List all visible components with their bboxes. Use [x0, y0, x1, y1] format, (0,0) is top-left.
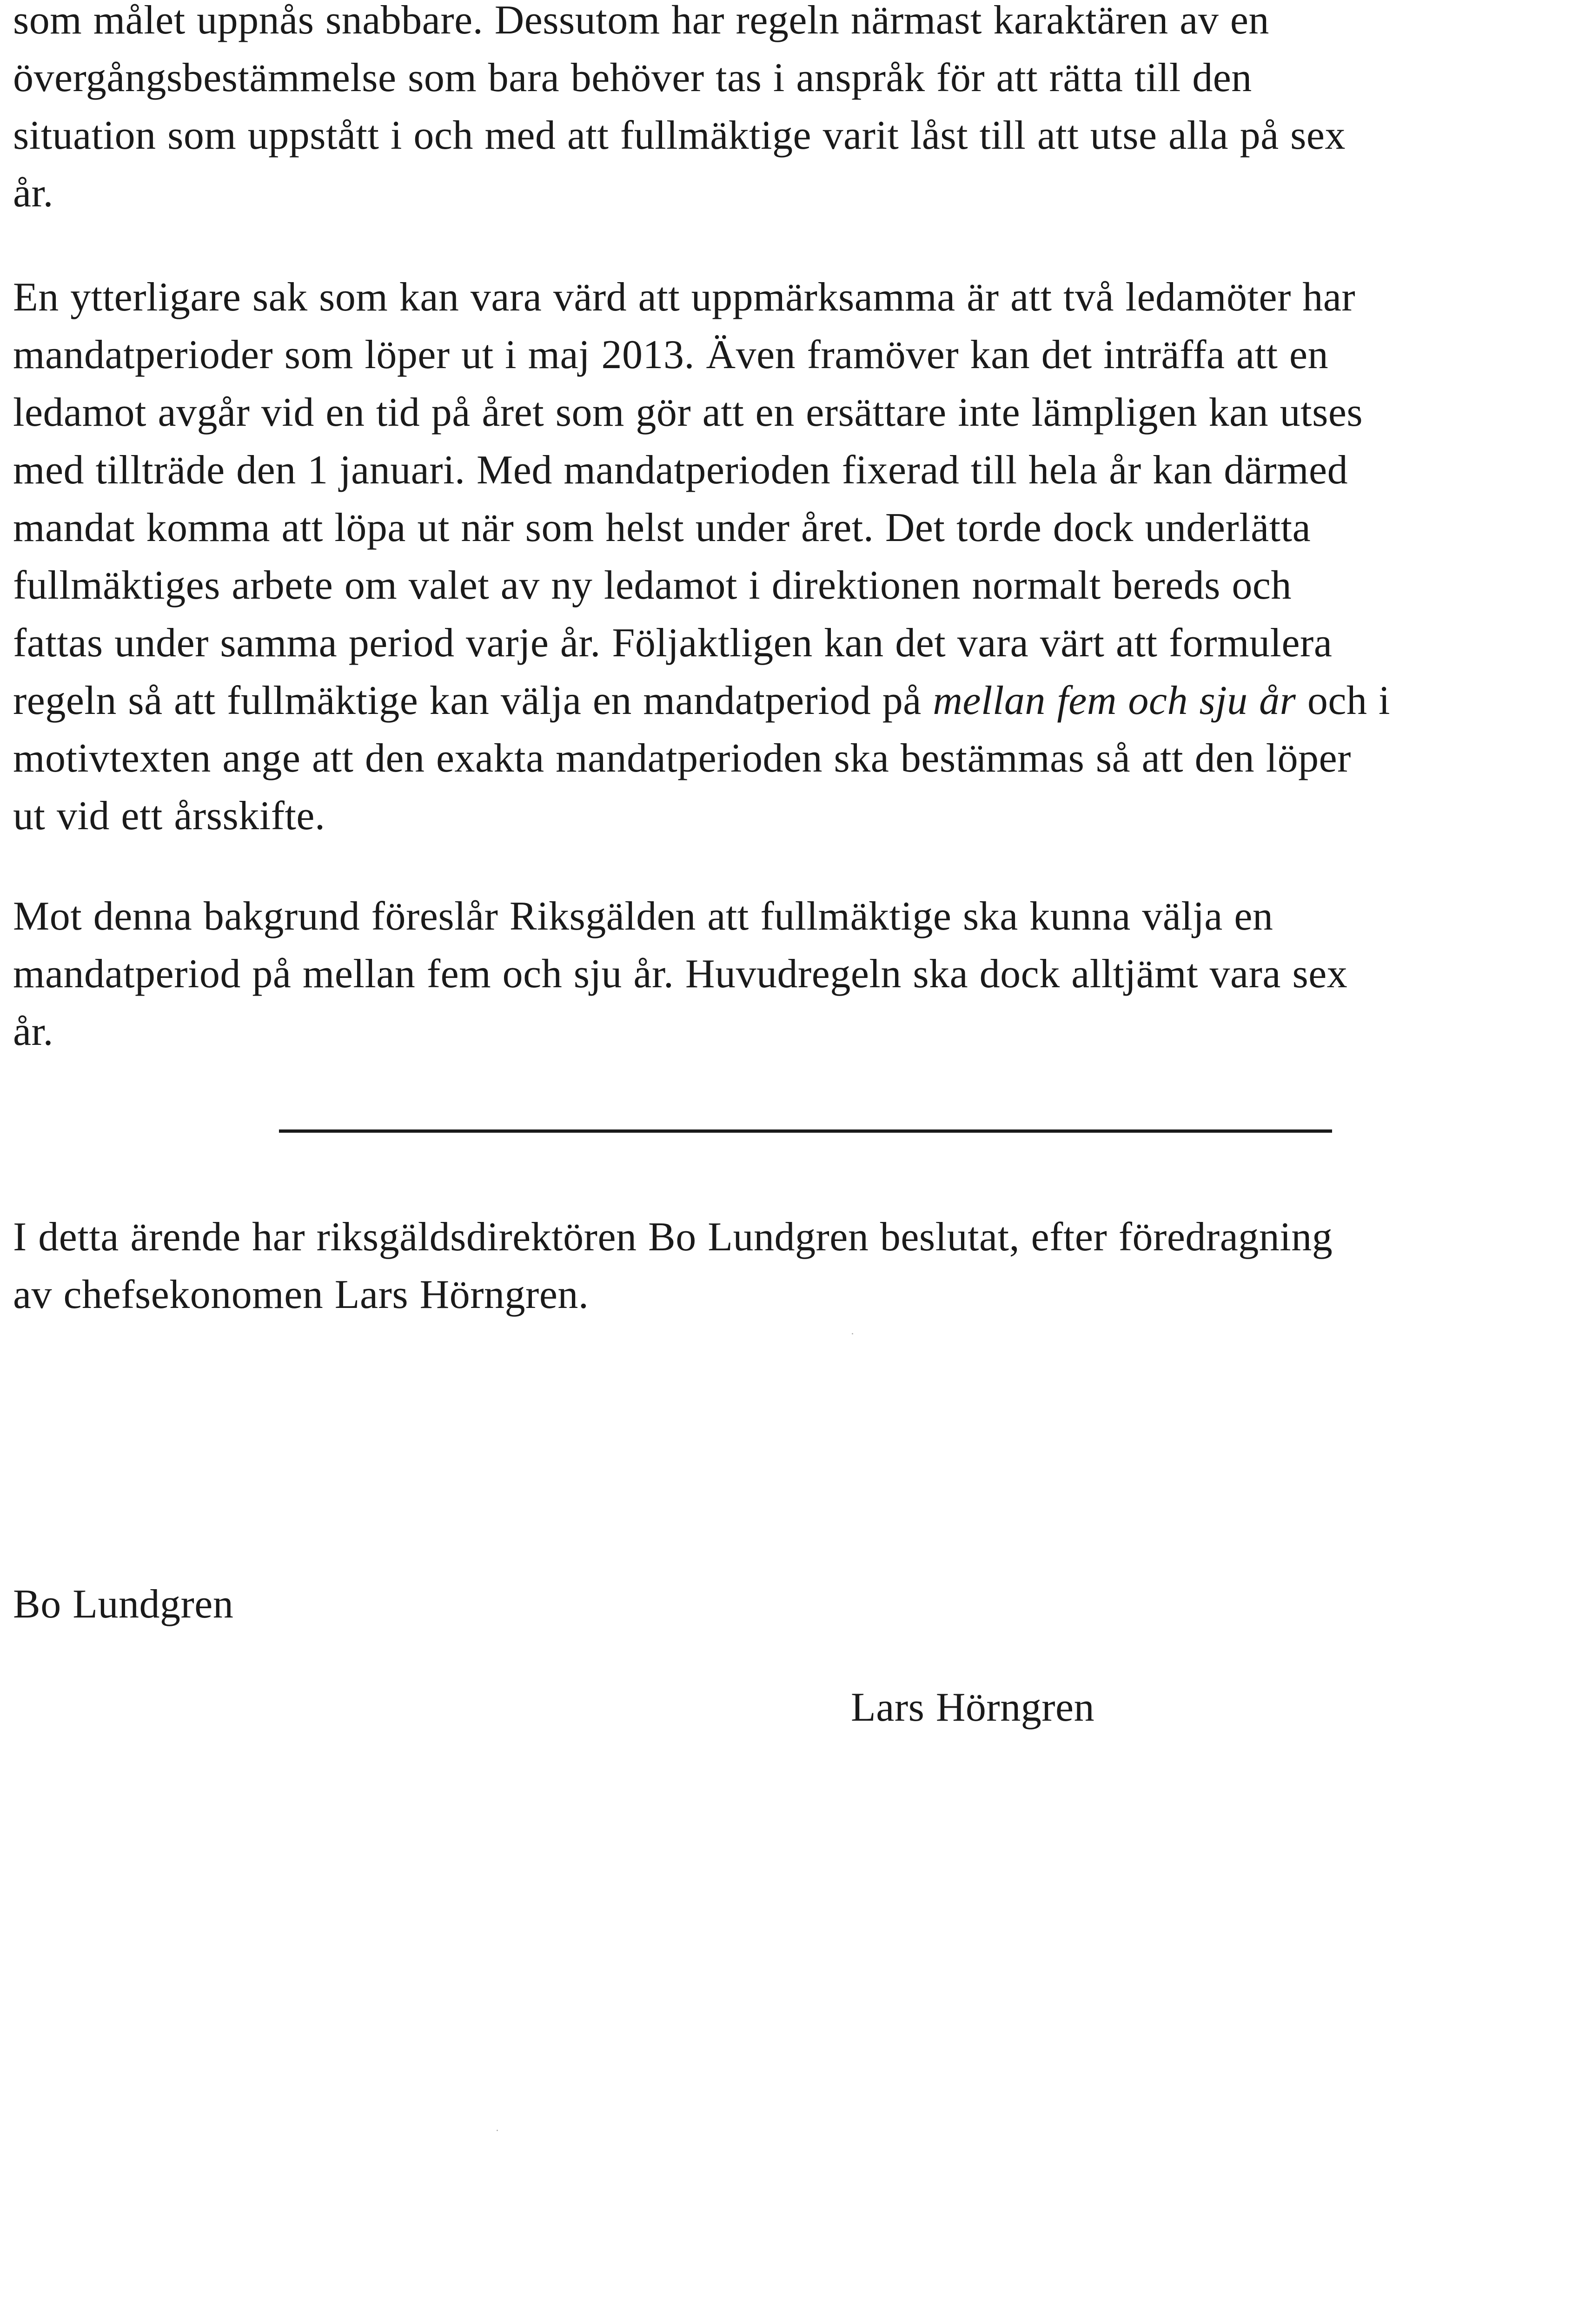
text-line: mandat komma att löpa ut när som helst under året. Det torde dock underlätta [13, 505, 1311, 550]
text-line: mandatperiod på mellan fem och sju år. Huvudregeln ska dock alltjämt vara sex [13, 951, 1348, 997]
scan-speck [497, 2130, 498, 2131]
text-line: I detta ärende har riksgäldsdirektören Bo Lundgren beslutat, efter föredragning [13, 1215, 1333, 1260]
paragraph-continuation [13, 0, 1575, 222]
text-line: motivtexten ange att den exakta mandatperioden ska bestämmas så att den löper [13, 736, 1351, 781]
signature-text: Lars Hörngren [851, 1685, 1095, 1730]
text-line: mandatperioder som löper ut i maj 2013. Även framöver kan det inträffa att en [13, 332, 1329, 377]
paragraph-decision [13, 1208, 1575, 1324]
text-line: år. [13, 1009, 54, 1054]
text-line: som målet uppnås snabbare. Dessutom har regeln närmast karaktären av en [13, 0, 1269, 43]
text-line: övergångsbestämmelse som bara behöver tas i anspråk för att rätta till den [13, 55, 1252, 100]
text-segment: och i [1296, 678, 1390, 723]
signature-name-economist [851, 1679, 1409, 1736]
text-segment: regeln så att fullmäktige kan välja en mandatperiod på [13, 678, 933, 723]
text-line: ut vid ett årsskifte. [13, 793, 325, 838]
text-line: år. [13, 171, 54, 216]
horizontal-divider [279, 1129, 1332, 1133]
text-line: Mot denna bakgrund föreslår Riksgälden att fullmäktige ska kunna välja en [13, 894, 1273, 939]
text-line: fullmäktiges arbete om valet av ny ledamot i direktionen normalt bereds och [13, 563, 1292, 608]
signature-text: Bo Lundgren [13, 1582, 234, 1627]
signature-name-director [13, 1576, 1575, 1633]
text-line: ledamot avgår vid en tid på året som gör att en ersättare inte lämpligen kan utses [13, 390, 1363, 435]
text-line: situation som uppstått i och med att fullmäktige varit låst till att utse alla på sex [13, 113, 1346, 158]
text-line: fattas under samma period varje år. Följaktligen kan det vara värt att formulera [13, 621, 1333, 666]
paragraph-proposal [13, 888, 1575, 1061]
emphasized-phrase: mellan fem och sju år [933, 678, 1296, 723]
text-line-with-emphasis [13, 672, 1575, 730]
text-line: av chefsekonomen Lars Hörngren. [13, 1272, 589, 1317]
text-line: En ytterligare sak som kan vara värd att uppmärksamma är att två ledamöter har [13, 275, 1356, 320]
paragraph-mandate-periods [13, 269, 1575, 845]
scan-speck [852, 1333, 853, 1334]
text-line: med tillträde den 1 januari. Med mandatperioden fixerad till hela år kan därmed [13, 448, 1348, 493]
